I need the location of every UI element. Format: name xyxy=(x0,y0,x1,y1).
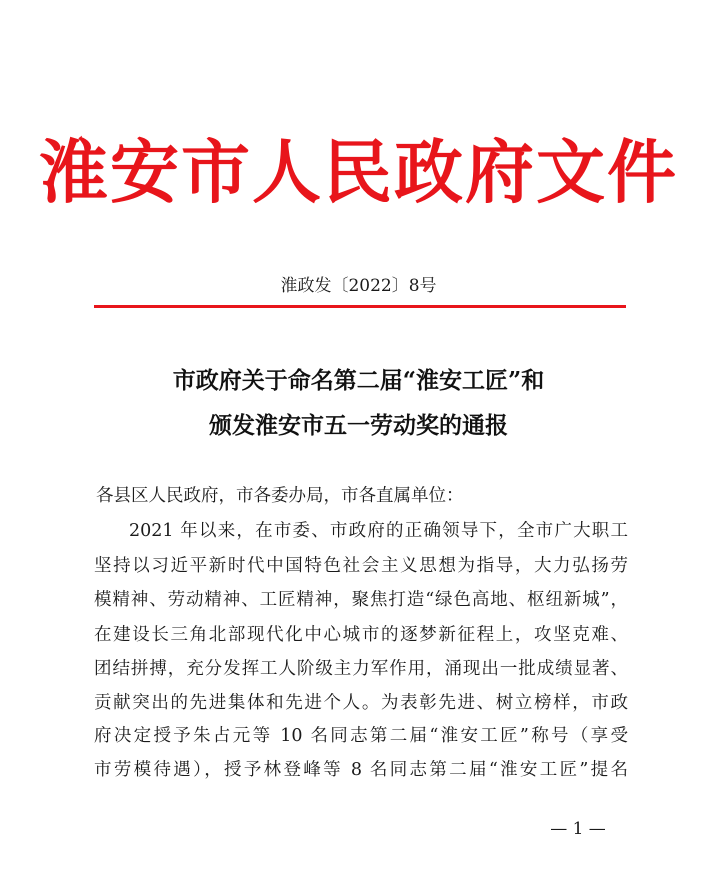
document-masthead: 淮安市人民政府文件 xyxy=(39,132,678,213)
body-line-2: 坚持以习近平新时代中国特色社会主义思想为指导，大力弘扬劳 xyxy=(94,556,628,576)
body-line-6: 贡献突出的先进集体和先进个人。为表彰先进、树立榜样，市政 xyxy=(94,693,628,713)
red-divider-line xyxy=(94,305,626,308)
body-line-8: 市劳模待遇），授予林登峰等 8 名同志第二届“淮安工匠”提名 xyxy=(94,760,628,780)
body-line-7: 府决定授予朱占元等 10 名同志第二届“淮安工匠”称号（享受 xyxy=(94,726,628,746)
body-line-5: 团结拼搏，充分发挥工人阶级主力军作用，涌现出一批成绩显著、 xyxy=(94,659,628,679)
document-title-line-2: 颁发淮安市五一劳动奖的通报 xyxy=(209,412,508,439)
page-number: — 1 — xyxy=(550,819,606,839)
body-line-3: 模精神、劳动精神、工匠精神，聚焦打造“绿色高地、枢纽新城”， xyxy=(94,590,628,610)
body-line-1: 2021 年以来，在市委、市政府的正确领导下，全市广大职工 xyxy=(129,521,628,541)
body-line-4: 在建设长三角北部现代化中心城市的逐梦新征程上，攻坚克难、 xyxy=(94,625,628,645)
document-number: 淮政发〔2022〕8号 xyxy=(280,276,437,296)
document-title-line-1: 市政府关于命名第二届“淮安工匠”和 xyxy=(172,367,545,394)
salutation: 各县区人民政府，市各委办局，市各直属单位： xyxy=(96,486,464,506)
